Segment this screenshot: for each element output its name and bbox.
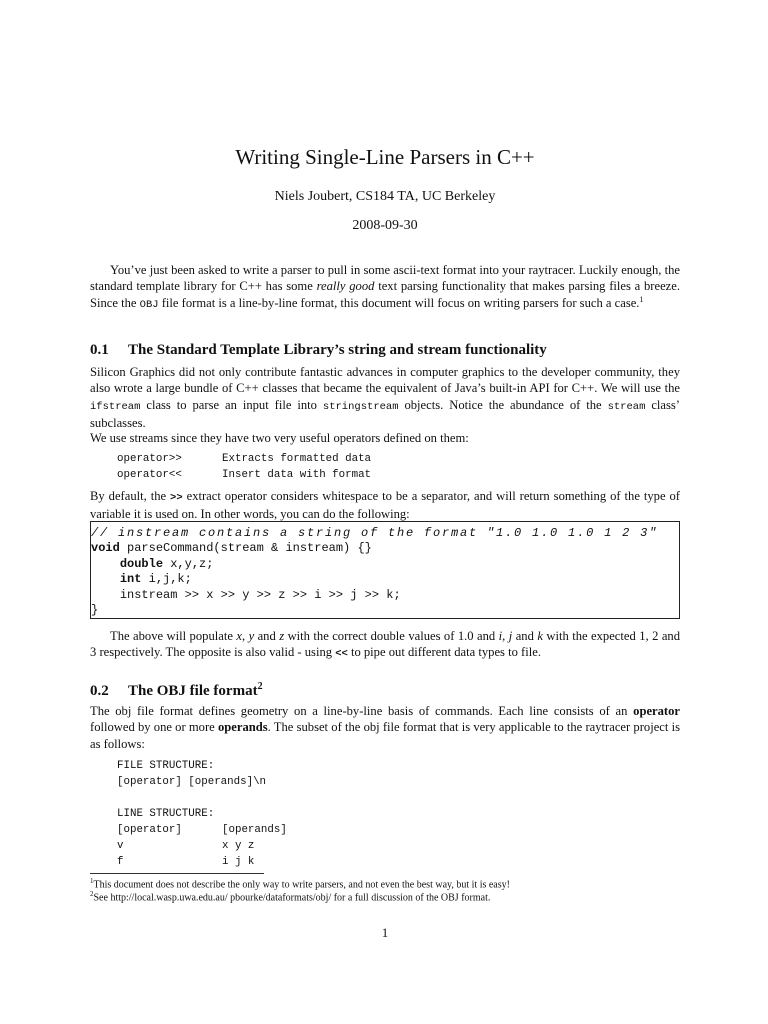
intro-paragraph xyxy=(90,262,680,313)
intro-text-3: text parsing functionality that makes parsing files a breeze. Since the xyxy=(90,279,680,310)
intro-text-1: You’ve just been asked to write a parser to pull in some ascii-text format into your raytracer. Luckily enough, the standard template library for C++ has some xyxy=(90,263,680,294)
spec-operator: v xyxy=(117,840,124,852)
para1-text-1: Silicon Graphics did not only contribute fantastic advances in computer graphics to the developer community, they also wrote a large bundle of C++ classes that became the equivalent of Java’s built-in API for C++. We will use the xyxy=(90,365,680,396)
stream-code: stream xyxy=(607,400,646,413)
para5-text: The obj file format defines geometry on a line-by-line basis of commands. Each line consists of an xyxy=(90,704,634,718)
extract-paragraph xyxy=(90,488,680,523)
spec-row xyxy=(117,854,287,870)
populate-paragraph xyxy=(90,628,680,663)
para4-sep: , xyxy=(241,629,249,643)
section-heading-2 xyxy=(90,677,680,701)
code-listing xyxy=(90,521,680,619)
footnote-ref-2: 2 xyxy=(257,681,263,692)
spec-row xyxy=(117,822,287,838)
spec-line xyxy=(117,806,287,822)
para4-text: The above will populate xyxy=(110,629,237,643)
code-keyword: double xyxy=(119,556,164,571)
para3-text-1: By default, the xyxy=(90,489,171,503)
code-line xyxy=(91,557,679,572)
operator-row xyxy=(117,451,371,467)
para3-text-3: extract operator considers whitespace to be a separator, and will return something of the type of variable it is used on. In other words, you can do the following: xyxy=(90,489,680,522)
code-text: } xyxy=(91,602,99,617)
intro-emphasis: really good xyxy=(316,279,375,294)
footnote-2 xyxy=(90,888,680,904)
footnote-rule xyxy=(90,873,264,874)
stringstream-code: stringstream xyxy=(322,400,399,413)
para5-text: followed by one or more xyxy=(90,720,218,735)
file-structure-line: [operator] [operands]\n xyxy=(117,776,267,788)
spec-operands: x y z xyxy=(222,840,255,852)
streams-paragraph: We use streams since they have two very useful operators defined on them: xyxy=(90,431,469,445)
para1-text-5: objects. Notice the abundance of the xyxy=(398,397,608,412)
spec-row xyxy=(117,838,287,854)
para4-text: and xyxy=(254,629,280,643)
spec-line xyxy=(117,774,287,790)
code-text: x,y,z; xyxy=(163,556,214,571)
document-title: Writing Single-Line Parsers in C++ xyxy=(235,145,535,169)
para4-sep: , xyxy=(502,629,509,643)
operator-name: operator<< xyxy=(117,469,182,481)
para4-text: with the correct double values of 1.0 and xyxy=(284,629,499,643)
operator-row xyxy=(117,467,371,483)
footnote-mark: 1 xyxy=(90,877,94,885)
intro-text-5: file format is a line-by-line format, this document will focus on writing parsers for such a case. xyxy=(158,295,640,310)
code-line xyxy=(91,603,679,618)
operator-desc: Insert data with format xyxy=(222,469,372,481)
var-x: x xyxy=(236,629,242,643)
para4-text: with the expected 1, 2 and 3 respectively. The opposite is also valid - using xyxy=(90,629,681,660)
var-k: k xyxy=(537,629,543,643)
section-number: 0.1 xyxy=(90,342,109,358)
stl-paragraph xyxy=(90,364,680,432)
para5-text: . The subset of the obj file format that is very applicable to the raytracer project is as follows: xyxy=(90,720,681,751)
section-title: The OBJ file format xyxy=(128,683,258,699)
spec-line xyxy=(117,758,287,774)
section-number: 0.2 xyxy=(90,683,109,699)
para4-text: to pipe out different data types to file. xyxy=(347,645,541,660)
footnote-text: This document does not describe the only way to write parsers, and not even the best way, but it is easy! xyxy=(93,879,510,891)
code-text: parseCommand(stream & instream) {} xyxy=(119,541,372,556)
footnote-mark: 2 xyxy=(90,890,94,898)
insert-op-code: << xyxy=(335,648,348,661)
code-line xyxy=(91,541,679,556)
spec-operands: i j k xyxy=(222,856,255,868)
para1-text-7: class’ subclasses. xyxy=(90,397,680,431)
section-title: The Standard Template Library’s string and stream functionality xyxy=(128,342,547,358)
operator-table xyxy=(117,451,371,483)
spec-blank xyxy=(117,790,287,806)
operands-term: operands xyxy=(217,720,268,735)
obj-paragraph xyxy=(90,703,680,752)
spec-operator: f xyxy=(117,856,124,868)
spec-operands: [operands] xyxy=(222,824,287,836)
document-page xyxy=(90,0,680,1024)
var-j: j xyxy=(508,629,513,643)
footnote-ref-1: 1 xyxy=(639,294,644,304)
spec-operator: [operator] xyxy=(117,824,182,836)
line-structure-header: LINE STRUCTURE: xyxy=(117,808,215,820)
var-z: z xyxy=(279,629,285,643)
footnote-text: See http://local.wasp.uwa.edu.au/ pbourke/dataformats/obj/ for a full discussion of the OBJ format. xyxy=(93,892,491,904)
page-number: 1 xyxy=(381,925,389,940)
ifstream-code: ifstream xyxy=(90,400,141,413)
code-text: i,j,k; xyxy=(141,572,192,587)
extract-op-code: >> xyxy=(170,492,183,504)
para4-text: and xyxy=(512,629,538,643)
section-heading-1 xyxy=(90,340,680,360)
intro-obj-code: OBJ xyxy=(139,298,159,311)
file-structure-header: FILE STRUCTURE: xyxy=(117,760,215,772)
code-comment: // instream contains a string of the format "1.0 1.0 1.0 1 2 3" xyxy=(91,526,659,540)
operator-desc: Extracts formatted data xyxy=(222,453,372,465)
code-keyword: void xyxy=(91,541,120,556)
var-i: i xyxy=(498,629,503,643)
code-keyword: int xyxy=(119,572,142,587)
code-line xyxy=(91,588,679,603)
obj-spec-block xyxy=(117,758,287,870)
operator-term: operator xyxy=(633,704,680,718)
operator-name: operator>> xyxy=(117,453,182,465)
document-author: Niels Joubert, CS184 TA, UC Berkeley xyxy=(274,189,496,204)
var-y: y xyxy=(248,629,255,643)
document-date: 2008-09-30 xyxy=(352,218,418,233)
para1-text-3: class to parse an input file into xyxy=(140,397,323,412)
code-line xyxy=(91,572,679,587)
code-text: instream >> x >> y >> z >> i >> j >> k; xyxy=(119,587,401,602)
